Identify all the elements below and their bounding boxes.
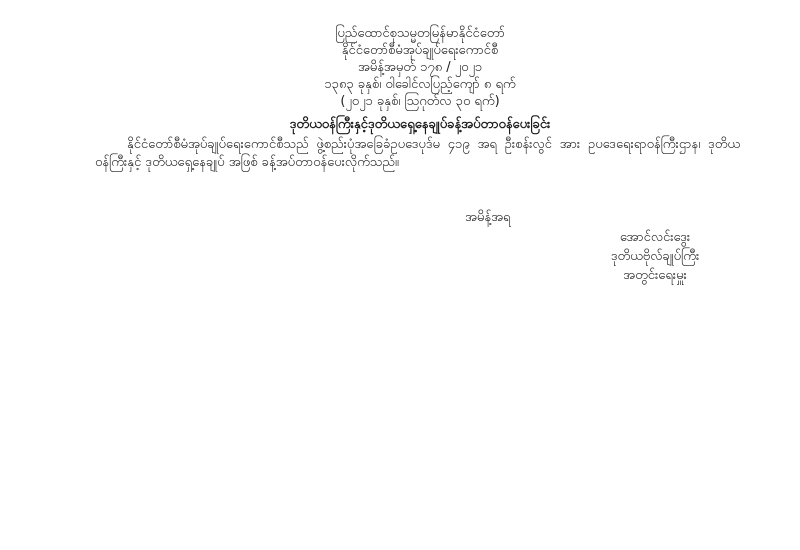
signatory-position: အတွင်းရေးမှူး — [623, 268, 687, 283]
state-name-line: ပြည်ထောင်စုသမ္မတမြန်မာနိုင်ငံတော် — [335, 26, 505, 41]
by-order-label: အမိန့်အရ — [465, 210, 511, 225]
document-header — [70, 25, 770, 110]
gregorian-date-line: (၂၀၂၁ ခုနှစ်၊ ဩဂုတ်လ ၃၀ ရက်) — [340, 94, 500, 109]
signatory-name: အောင်လင်းဒွေး — [619, 230, 691, 245]
signature-block — [570, 228, 740, 285]
order-number-line: အမိန့်အမှတ် ၁၇၈ / ၂၀၂၁ — [357, 60, 483, 75]
body-paragraph: နိုင်ငံတော်စီမံအုပ်ချုပ်ရေးကောင်စီသည် ဖွဲ့စည်းပုံအခြေခံဥပဒေပုဒ်မ ၄၁၉ အရ ဦးစန်းလွင် အား ဥပဒေရေးရာဝန်ကြီးဌာန၊ ဒုတိယဝန်ကြီးနှင့် ဒုတိယရှေ့နေချုပ် အဖြစ် ခန့်အပ်တာဝန်ပေးလိုက်သည်။ — [95, 137, 740, 170]
council-name-line: နိုင်ငံတော်စီမံအုပ်ချုပ်ရေးကောင်စီ — [341, 43, 499, 58]
document-title: ဒုတိယဝန်ကြီးနှင့်ဒုတိယရှေ့နေချုပ်ခန့်အပ်တာဝန်ပေးခြင်း — [289, 117, 551, 132]
signatory-rank: ဒုတိယဗိုလ်ချုပ်ကြီး — [610, 249, 700, 264]
myanmar-date-line: ၁၃၈၃ ခုနှစ်၊ ဝါခေါင်လပြည့်ကျော် ၈ ရက် — [324, 77, 516, 92]
